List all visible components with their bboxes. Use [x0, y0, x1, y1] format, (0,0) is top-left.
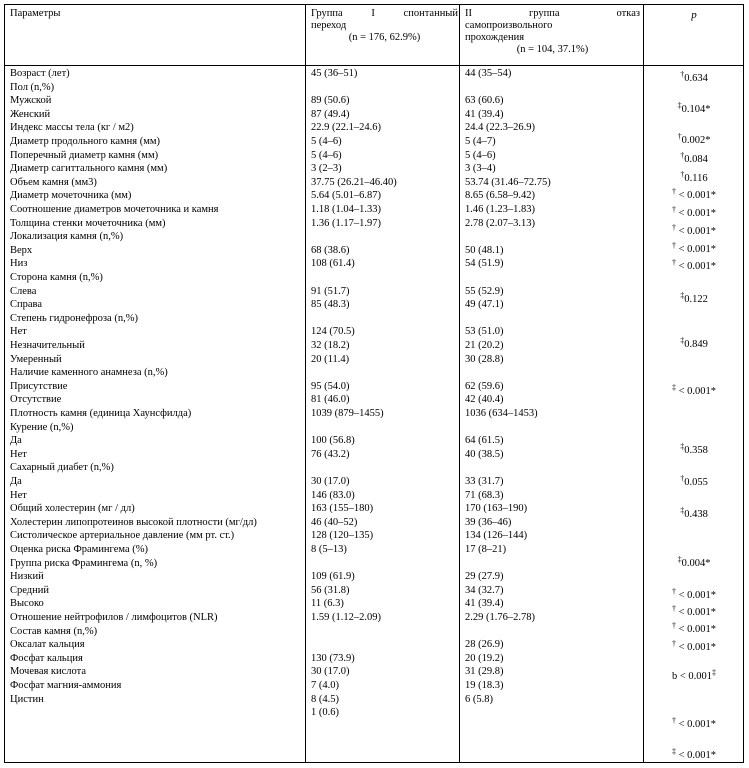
p-value — [645, 620, 743, 636]
p-value — [645, 441, 743, 457]
row-label: Фосфат кальция — [10, 652, 83, 664]
p-value-test-marker: † — [671, 587, 676, 596]
header-group-1-line-2: переход — [311, 20, 347, 31]
row-label: Высоко — [10, 598, 44, 610]
p-value — [645, 554, 743, 570]
row-label: Индекс массы тела (кг / м2) — [10, 122, 134, 134]
p-value — [645, 335, 743, 351]
row-group-1: 1.36 (1.17–1.97) — [311, 217, 381, 229]
row-group-2: 170 (163–190) — [465, 503, 528, 515]
row-group-1: 1.18 (1.04–1.33) — [311, 204, 381, 215]
row-label: Толщина стенки мочеточника (мм) — [10, 217, 166, 229]
row-group-1: 100 (56.8) — [311, 435, 355, 447]
row-group-2: 34 (32.7) — [465, 584, 504, 596]
row-group-2: 2.29 (1.76–2.78) — [465, 612, 535, 623]
row-label: Верх — [10, 244, 33, 256]
row-label: Отношение нейтрофилов / лимфоцитов (NLR) — [10, 612, 218, 623]
row-group-1: 5.64 (5.01–6.87) — [311, 190, 381, 202]
header-group-2-n: (n = 104, 37.1%) — [516, 44, 589, 55]
row-label: Оксалат кальция — [10, 639, 85, 651]
row-group-2: 50 (48.1) — [465, 244, 504, 256]
row-group-2: 63 (60.6) — [465, 95, 504, 107]
row-group-2: 29 (27.9) — [465, 571, 504, 583]
p-value — [645, 69, 743, 85]
row-group-2: 62 (59.6) — [465, 380, 504, 392]
row-group-1: 30 (17.0) — [311, 476, 350, 487]
row-group-1: 146 (83.0) — [311, 489, 355, 501]
row-label: Незначительный — [10, 340, 85, 351]
p-value — [645, 603, 743, 619]
p-value-test-marker: † — [671, 205, 676, 214]
column-divider — [459, 5, 460, 762]
row-group-1: 32 (18.2) — [311, 340, 350, 351]
row-label: Диаметр мочеточника (мм) — [10, 190, 132, 202]
p-value-test-marker: † — [680, 70, 685, 79]
p-value — [645, 222, 743, 238]
row-group-1: 30 (17.0) — [311, 666, 350, 678]
p-value — [645, 100, 743, 116]
p-value-test-marker: † — [671, 639, 676, 648]
row-label: Плотность камня (единица Хаунсфилда) — [10, 408, 192, 419]
row-label: Локализация камня (n,%) — [10, 231, 124, 243]
p-value — [645, 586, 743, 602]
row-label: Нет — [10, 489, 27, 501]
p-value-number: 0.634 — [684, 73, 708, 84]
row-label: Сторона камня (n,%) — [10, 272, 103, 283]
row-label: Объем камня (мм3) — [10, 176, 97, 188]
row-group-2: 41 (39.4) — [465, 598, 504, 610]
p-value — [645, 638, 743, 654]
row-label: Нет — [10, 448, 27, 460]
row-label: Наличие каменного анамнеза (n,%) — [10, 367, 168, 379]
row-label: Нет — [10, 326, 27, 338]
p-value-number: < 0.001* — [675, 590, 717, 601]
p-value-test-marker: † — [671, 223, 676, 232]
p-value-number: 0.116 — [684, 173, 708, 184]
row-group-2: 2.78 (2.07–3.13) — [465, 217, 535, 229]
row-label: Оценка риска Фрамингема (%) — [10, 544, 148, 555]
p-value-suffix-marker: ‡ — [712, 668, 717, 677]
row-group-2: 28 (26.9) — [465, 639, 504, 651]
p-value — [645, 473, 743, 489]
row-group-2: 8.65 (6.58–9.42) — [465, 190, 535, 202]
row-label: Средний — [10, 584, 49, 596]
row-label: Слева — [10, 285, 37, 297]
row-group-1: 5 (4–6) — [311, 149, 342, 161]
p-value-number: 0.004* — [681, 558, 711, 569]
row-group-2: 40 (38.5) — [465, 448, 504, 460]
p-value — [645, 169, 743, 185]
header-group-1 — [311, 8, 458, 44]
row-group-2: 31 (29.8) — [465, 666, 504, 678]
row-group-1: 1039 (879–1455) — [311, 408, 384, 419]
header-group-1-n: (n = 176, 62.9%) — [348, 32, 421, 43]
row-group-1: 81 (46.0) — [311, 394, 350, 406]
row-group-1: 3 (2–3) — [311, 163, 342, 175]
row-group-1: 56 (31.8) — [311, 584, 350, 596]
header-group-2-line-1: II группа отказ — [465, 8, 640, 19]
p-value-prefix: b — [671, 671, 678, 682]
row-label: Да — [10, 435, 22, 447]
p-value-number: < 0.001* — [675, 190, 717, 201]
row-group-2: 134 (126–144) — [465, 530, 528, 542]
row-label: Группа риска Фрамингема (n, %) — [10, 557, 158, 569]
row-group-2: 17 (8–21) — [465, 544, 507, 555]
row-label: Холестерин липопротеинов высокой плотности (мг/дл) — [10, 516, 257, 528]
row-label: Умеренный — [10, 353, 62, 365]
row-group-2: 64 (61.5) — [465, 435, 504, 447]
row-group-2: 49 (47.1) — [465, 299, 504, 311]
row-label: Общий холестерин (мг / дл) — [10, 503, 135, 515]
row-group-2: 53 (51.0) — [465, 326, 504, 338]
row-label: Поперечный диаметр камня (мм) — [10, 149, 159, 161]
row-label: Соотношение диаметров мочеточника и камня — [10, 204, 219, 215]
row-label: Присутствие — [10, 380, 68, 392]
p-value — [645, 204, 743, 220]
row-group-2: 5 (4–7) — [465, 136, 496, 147]
row-label: Диаметр сагиттального камня (мм) — [10, 163, 168, 175]
p-value — [645, 746, 743, 762]
row-group-2: 21 (20.2) — [465, 340, 504, 351]
p-value — [645, 382, 743, 398]
row-group-1: 20 (11.4) — [311, 353, 350, 365]
p-value-test-marker: † — [680, 151, 685, 160]
row-label: Женский — [10, 108, 51, 120]
p-value-number: < 0.001* — [675, 261, 717, 272]
header-group-1-line-1: Группа I спонтанный — [311, 8, 458, 19]
p-value-number: < 0.001* — [675, 624, 717, 635]
row-label: Курение (n,%) — [10, 421, 74, 433]
p-value-number: 0.849 — [684, 339, 708, 350]
p-value-number: < 0.001* — [675, 244, 717, 255]
row-group-2: 24.4 (22.3–26.9) — [465, 122, 535, 134]
p-value — [645, 257, 743, 273]
p-value-number: 0.084 — [684, 154, 708, 165]
header-parameters: Параметры — [10, 8, 61, 19]
p-value-number: 0.122 — [684, 294, 708, 305]
row-group-1: 68 (38.6) — [311, 244, 350, 256]
row-group-2: 41 (39.4) — [465, 108, 504, 120]
p-value-number: < 0.001* — [675, 642, 717, 653]
row-group-1: 8 (5–13) — [311, 544, 347, 555]
p-value-test-marker: ‡ — [680, 291, 685, 300]
row-group-1: 128 (120–135) — [311, 530, 374, 542]
row-group-2: 44 (35–54) — [465, 68, 512, 79]
row-group-2: 42 (40.4) — [465, 394, 504, 406]
header-group-2-line-2: самопроизвольного — [465, 20, 553, 31]
p-value — [645, 715, 743, 731]
row-group-2: 39 (36–46) — [465, 516, 512, 528]
row-label: Степень гидронефроза (n,%) — [10, 312, 138, 324]
column-divider — [643, 5, 644, 762]
p-value — [645, 240, 743, 256]
p-value-test-marker: † — [680, 474, 685, 483]
row-group-2: 6 (5.8) — [465, 693, 493, 705]
row-group-2: 19 (18.3) — [465, 680, 504, 691]
p-value — [645, 290, 743, 306]
row-group-1: 95 (54.0) — [311, 380, 350, 392]
row-group-2: 1036 (634–1453) — [465, 408, 538, 419]
row-group-1: 22.9 (22.1–24.6) — [311, 122, 381, 134]
p-value-number: < 0.001 — [677, 671, 713, 682]
row-label: Отсутствие — [10, 394, 62, 406]
row-group-2: 71 (68.3) — [465, 489, 504, 501]
p-value-test-marker: † — [671, 716, 676, 725]
header-group-2-line-3: прохождения — [465, 32, 525, 43]
p-value-number: 0.002* — [681, 135, 711, 146]
row-group-1: 89 (50.6) — [311, 95, 350, 107]
row-label: Сахарный диабет (n,%) — [10, 462, 114, 474]
header-p: p — [691, 9, 697, 21]
p-value-test-marker: † — [671, 187, 676, 196]
row-group-2: 3 (3–4) — [465, 163, 496, 175]
column-divider — [305, 5, 306, 762]
row-group-2: 55 (52.9) — [465, 285, 504, 297]
p-value-test-marker: ‡ — [680, 506, 685, 515]
data-table — [4, 4, 744, 763]
row-label: Справа — [10, 299, 43, 311]
row-group-1: 7 (4.0) — [311, 680, 339, 691]
row-label: Фосфат магния-аммония — [10, 680, 122, 691]
row-group-1: 5 (4–6) — [311, 136, 342, 147]
p-value-test-marker: ‡ — [677, 101, 682, 110]
p-value-test-marker: † — [671, 621, 676, 630]
row-group-2: 30 (28.8) — [465, 353, 504, 365]
row-group-1: 91 (51.7) — [311, 285, 350, 297]
row-label: Пол (n,%) — [10, 81, 55, 93]
row-group-2: 53.74 (31.46–72.75) — [465, 176, 551, 188]
row-group-1: 130 (73.9) — [311, 652, 355, 664]
p-value-test-marker: † — [677, 132, 682, 141]
p-value — [645, 186, 743, 202]
row-group-1: 11 (6.3) — [311, 598, 344, 610]
row-label: Диаметр продольного камня (мм) — [10, 136, 161, 147]
row-label: Мочевая кислота — [10, 666, 87, 678]
p-value-test-marker: ‡ — [680, 336, 685, 345]
row-group-1: 109 (61.9) — [311, 571, 355, 583]
row-group-2: 33 (31.7) — [465, 476, 504, 487]
row-group-1: 1 (0.6) — [311, 707, 339, 719]
p-value — [645, 667, 743, 683]
row-group-2: 20 (19.2) — [465, 652, 504, 664]
row-group-1: 85 (48.3) — [311, 299, 350, 311]
p-value-test-marker: † — [671, 604, 676, 613]
row-group-1: 163 (155–180) — [311, 503, 374, 515]
p-value-test-marker: † — [671, 241, 676, 250]
p-value-number: < 0.001* — [675, 386, 717, 397]
p-value-test-marker: ‡ — [671, 383, 676, 392]
row-group-1: 87 (49.4) — [311, 108, 350, 120]
p-value-test-marker: † — [680, 170, 685, 179]
header-divider — [5, 65, 743, 66]
p-value-number: < 0.001* — [675, 208, 717, 219]
row-group-1: 108 (61.4) — [311, 258, 355, 270]
row-group-2: 1.46 (1.23–1.83) — [465, 204, 535, 215]
p-value-test-marker: ‡ — [680, 442, 685, 451]
row-label: Мужской — [10, 95, 52, 107]
row-label: Состав камня (n,%) — [10, 625, 98, 637]
row-label: Цистин — [10, 693, 44, 705]
p-value — [645, 150, 743, 166]
row-group-1: 45 (36–51) — [311, 68, 358, 79]
p-value-number: 0.055 — [684, 477, 708, 488]
p-value-number: < 0.001* — [675, 719, 717, 730]
p-value — [645, 131, 743, 147]
p-value-number: 0.358 — [684, 445, 708, 456]
row-group-1: 76 (43.2) — [311, 448, 350, 460]
p-value-test-marker: ‡ — [677, 555, 682, 564]
row-label: Да — [10, 476, 22, 487]
p-value-number: < 0.001* — [675, 226, 717, 237]
header-group-2 — [465, 8, 640, 56]
row-group-2: 54 (51.9) — [465, 258, 504, 270]
p-value-test-marker: † — [671, 258, 676, 267]
row-group-1: 124 (70.5) — [311, 326, 355, 338]
row-group-1: 1.59 (1.12–2.09) — [311, 612, 381, 623]
row-label: Низ — [10, 258, 28, 270]
row-group-1: 46 (40–52) — [311, 516, 358, 528]
p-value — [645, 505, 743, 521]
row-group-2: 5 (4–6) — [465, 149, 496, 161]
row-label: Возраст (лет) — [10, 68, 70, 79]
row-group-1: 8 (4.5) — [311, 693, 339, 705]
p-value-number: 0.104* — [681, 104, 711, 115]
p-value-test-marker: ‡ — [671, 747, 676, 756]
row-group-1: 37.75 (26.21–46.40) — [311, 176, 397, 188]
row-label: Систолическое артериальное давление (мм рт. ст.) — [10, 530, 235, 542]
row-label: Низкий — [10, 571, 44, 583]
p-value-number: < 0.001* — [675, 750, 717, 761]
p-value-number: 0.438 — [684, 509, 708, 520]
p-value-number: < 0.001* — [675, 607, 717, 618]
